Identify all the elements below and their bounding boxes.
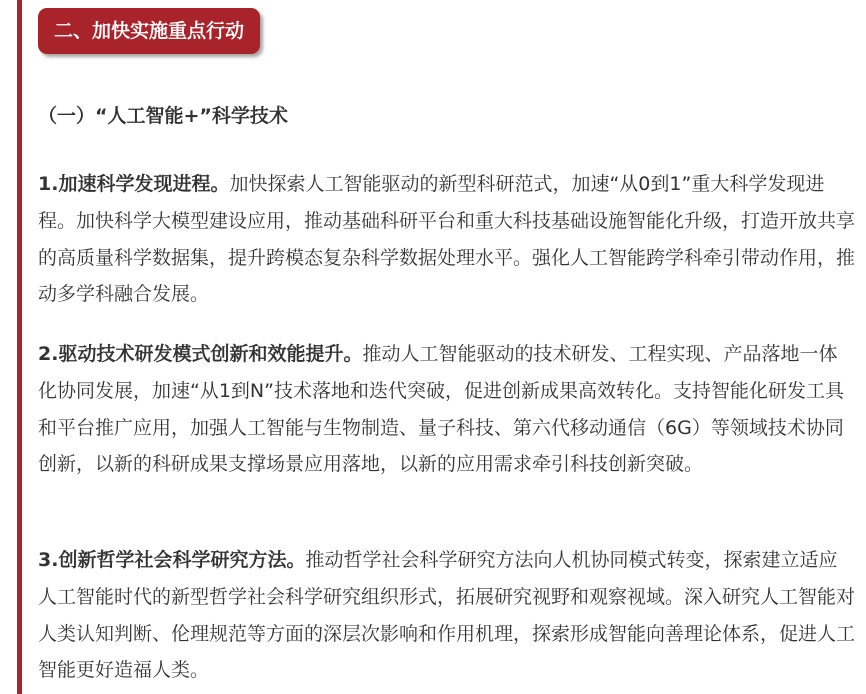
paragraph-2-lead: 2.驱动技术研发模式创新和效能提升。 — [38, 343, 363, 365]
left-accent-rule — [17, 0, 22, 694]
paragraph-3-lead: 3.创新哲学社会科学研究方法。 — [38, 549, 306, 571]
section-heading-badge — [38, 8, 260, 54]
paragraph-3-body: 推动哲学社会科学研究方法向人机协同模式转变，探索建立适应人工智能时代的新型哲学社会科学研究组织形式，拓展研究视野和观察视域。深入研究人工智能对人类认知判断、伦理规范等方面的深层次影响和作用机理，探索形成智能向善理论体系，促进人工智能更好造福人类。 — [38, 549, 856, 682]
paragraph-1-body: 加快探索人工智能驱动的新型科研范式，加速“从0到1”重大科学发现进程。加快科学大模型建设应用，推动基础科研平台和重大科技基础设施智能化升级，打造开放共享的高质量科学数据集，提升跨模态复杂科学数据处理水平。强化人工智能跨学科牵引带动作用，推动多学科融合发展。 — [38, 173, 856, 306]
paragraph-1 — [38, 166, 856, 313]
paragraph-2-body: 推动人工智能驱动的技术研发、工程实现、产品落地一体化协同发展，加速“从1到N”技术落地和迭代突破，促进创新成果高效转化。支持智能化研发工具和平台推广应用，加强人工智能与生物制造、量子科技、第六代移动通信（6G）等领域技术协同创新，以新的科研成果支撑场景应用落地，以新的应用需求牵引科技创新突破。 — [38, 343, 844, 476]
paragraph-2 — [38, 336, 856, 483]
subsection-title: （一）“人工智能+”科学技术 — [38, 105, 288, 127]
section-heading-label: 二、加快实施重点行动 — [54, 20, 245, 42]
paragraph-3 — [38, 542, 856, 689]
paragraph-1-lead: 1.加速科学发现进程。 — [38, 173, 230, 195]
